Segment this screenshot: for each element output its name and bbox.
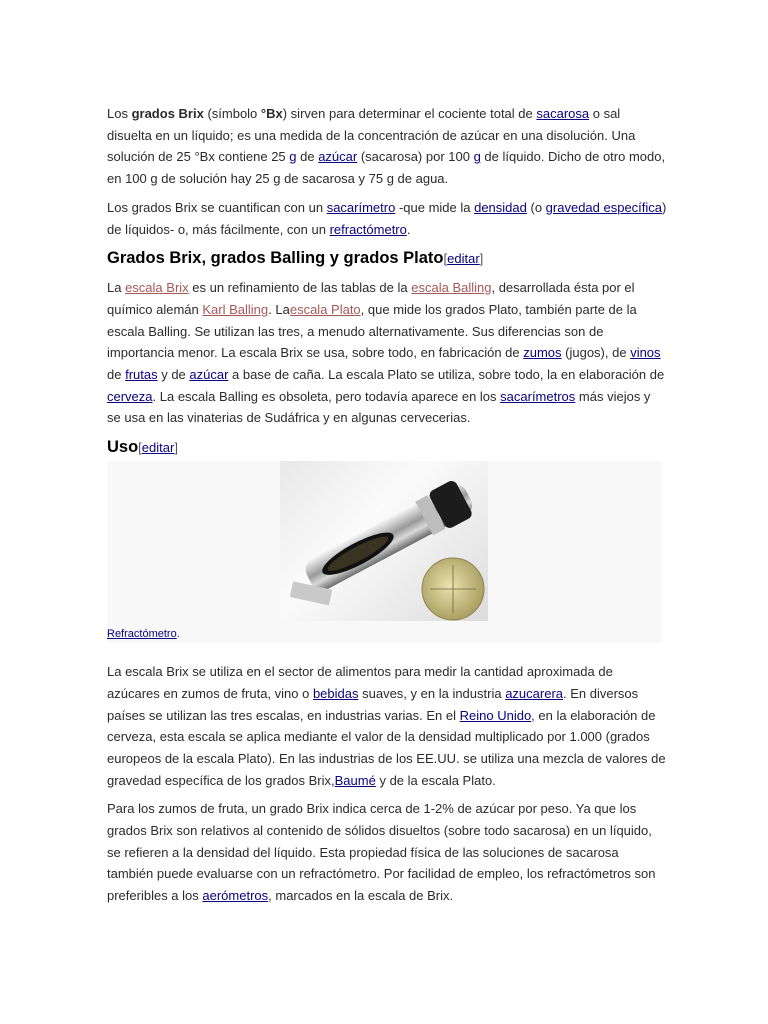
juice-paragraph [107,798,667,907]
text: (jugos), de [561,345,631,361]
bracket: ] [479,251,484,267]
text: . La escala Balling es obsoleta, pero todavía aparece en los [152,388,501,404]
link-karl-balling[interactable]: Karl Balling [202,301,269,317]
link-escala-balling[interactable]: escala Balling [411,280,492,296]
text: es un refinamiento de las tablas de la [188,280,412,296]
intro-paragraph [107,103,667,190]
text: , desarrollada ésta por el químico alemán [107,280,635,317]
heading-text: Uso [107,438,139,457]
text: de líquido. Dicho de otro modo, en 100 g de solución hay 25 g de sacarosa y 75 g de agua. [107,149,666,187]
link-refractometro[interactable]: refractómetro [329,221,407,237]
text: Los grados Brix se cuantifican con un [107,199,327,215]
bracket: ] [174,440,178,456]
text: Para los zumos de fruta, un grado Brix indica cerca de 1-2% de azúcar por peso. Ya que los grados Brix son relativos al contenido de sólidos disueltos (sobre todo sacarosa) en un líquido, se refieren a la densidad del líquido. Esta propiedad física de las soluciones de sacarosa también puede evaluarse con un refractómetro. Por facilidad de empleo, los refractómetros son preferibles a los [107,801,656,904]
text: de [107,367,126,383]
text: , en la elaboración de cerveza, esta escala se aplica mediante el valor de la densidad multiplicado por 1.000 (grados europeos de la escala Plato). En las industrias de los EE.UU. se utiliza una mezcla de valores de gravedad específica de los grados Brix, [107,707,666,788]
text: más viejos y se usa en las vinaterias de Sudáfrica y en algunas cervecerias. [107,388,651,426]
link-azucar-2[interactable]: azúcar [189,367,229,383]
article-body [107,103,667,914]
text: ) sirven para determinar el cociente total de [282,106,537,121]
section-heading-uso [107,436,667,459]
link-aerometros[interactable]: aerómetros [202,888,269,904]
edit-section-link-wrapper [444,251,484,266]
text: . [406,221,411,237]
section-heading-grados [107,247,667,270]
figure-refractometer [107,461,662,643]
text: y de la escala Plato. [375,772,496,788]
text: (símbolo [203,106,261,121]
edit-section-link[interactable]: editar [141,440,175,456]
link-escala-plato[interactable]: escala Plato [289,301,361,317]
caption-link-refractometro[interactable]: Refractómetro [107,628,177,641]
text: -que mide la [395,199,475,215]
link-densidad[interactable]: densidad [474,199,527,215]
text: (o [526,199,546,215]
link-sacarimetro[interactable]: sacarímetro [326,199,396,215]
link-sacarimetros[interactable]: sacarímetros [500,388,576,404]
link-sacarosa[interactable]: sacarosa [536,106,590,121]
link-bebidas[interactable]: bebidas [312,685,359,701]
text: Los [107,106,132,121]
text: ) de líquidos- o, más fácilmente, con un [107,199,667,237]
text: . En diversos países se utilizan las tres escalas, en industrias varias. En el [107,685,639,723]
link-reino-unido[interactable]: Reino Unido [459,707,532,723]
refractometer-illustration [280,461,488,621]
text: o sal disuelta en un líquido; es una medida de la concentración de azúcar en una disolución. Una solución de 25 °Bx contiene 25 [107,106,636,165]
edit-section-link-wrapper [138,440,178,455]
text: (sacarosa) por 100 [357,149,474,165]
link-azucarera[interactable]: azucarera [505,685,564,701]
text: . La [268,301,290,317]
link-baume[interactable]: Baumé [334,772,376,788]
measurement-paragraph [107,197,667,240]
text: a base de caña. La escala Plato se utiliza, sobre todo, la en elaboración de [228,367,665,383]
link-gramo-2[interactable]: g [473,149,481,165]
scales-paragraph [107,277,667,429]
link-cerveza[interactable]: cerveza [107,388,153,404]
text: , marcados en la escala de Brix. [268,888,454,904]
text: suaves, y en la industria [358,685,506,701]
link-frutas[interactable]: frutas [125,367,158,383]
link-gramo[interactable]: g [289,149,297,165]
usage-paragraph [107,661,667,791]
bold-term: grados Brix [131,106,204,121]
link-gravedad-especifica[interactable]: gravedad específica [545,199,663,215]
heading-text: Grados Brix, grados Balling y grados Plato [107,249,444,268]
text: La [107,280,126,296]
link-escala-brix[interactable]: escala Brix [125,280,189,296]
edit-section-link[interactable]: editar [447,251,480,267]
text: y de [157,367,190,383]
bracket: [ [138,440,142,456]
text: La escala Brix se utiliza en el sector de alimentos para medir la cantidad aproximada de azúcares en zumos de fruta, vino o [107,664,613,701]
bold-symbol: °Bx [260,106,283,121]
refractometer-image[interactable] [280,461,488,621]
bracket: [ [443,251,448,267]
text: de [296,149,319,165]
text: . [176,628,180,641]
figure-caption [107,627,180,641]
link-azucar[interactable]: azúcar [318,149,358,165]
link-zumos[interactable]: zumos [523,345,562,361]
text: , que mide los grados Plato, también parte de la escala Balling. Se utilizan las tres, a menudo alternativamente. Sus diferencias son de importancia menor. La escala Brix se usa, sobre todo, en fabricación de [107,301,637,361]
link-vinos[interactable]: vinos [630,345,661,361]
